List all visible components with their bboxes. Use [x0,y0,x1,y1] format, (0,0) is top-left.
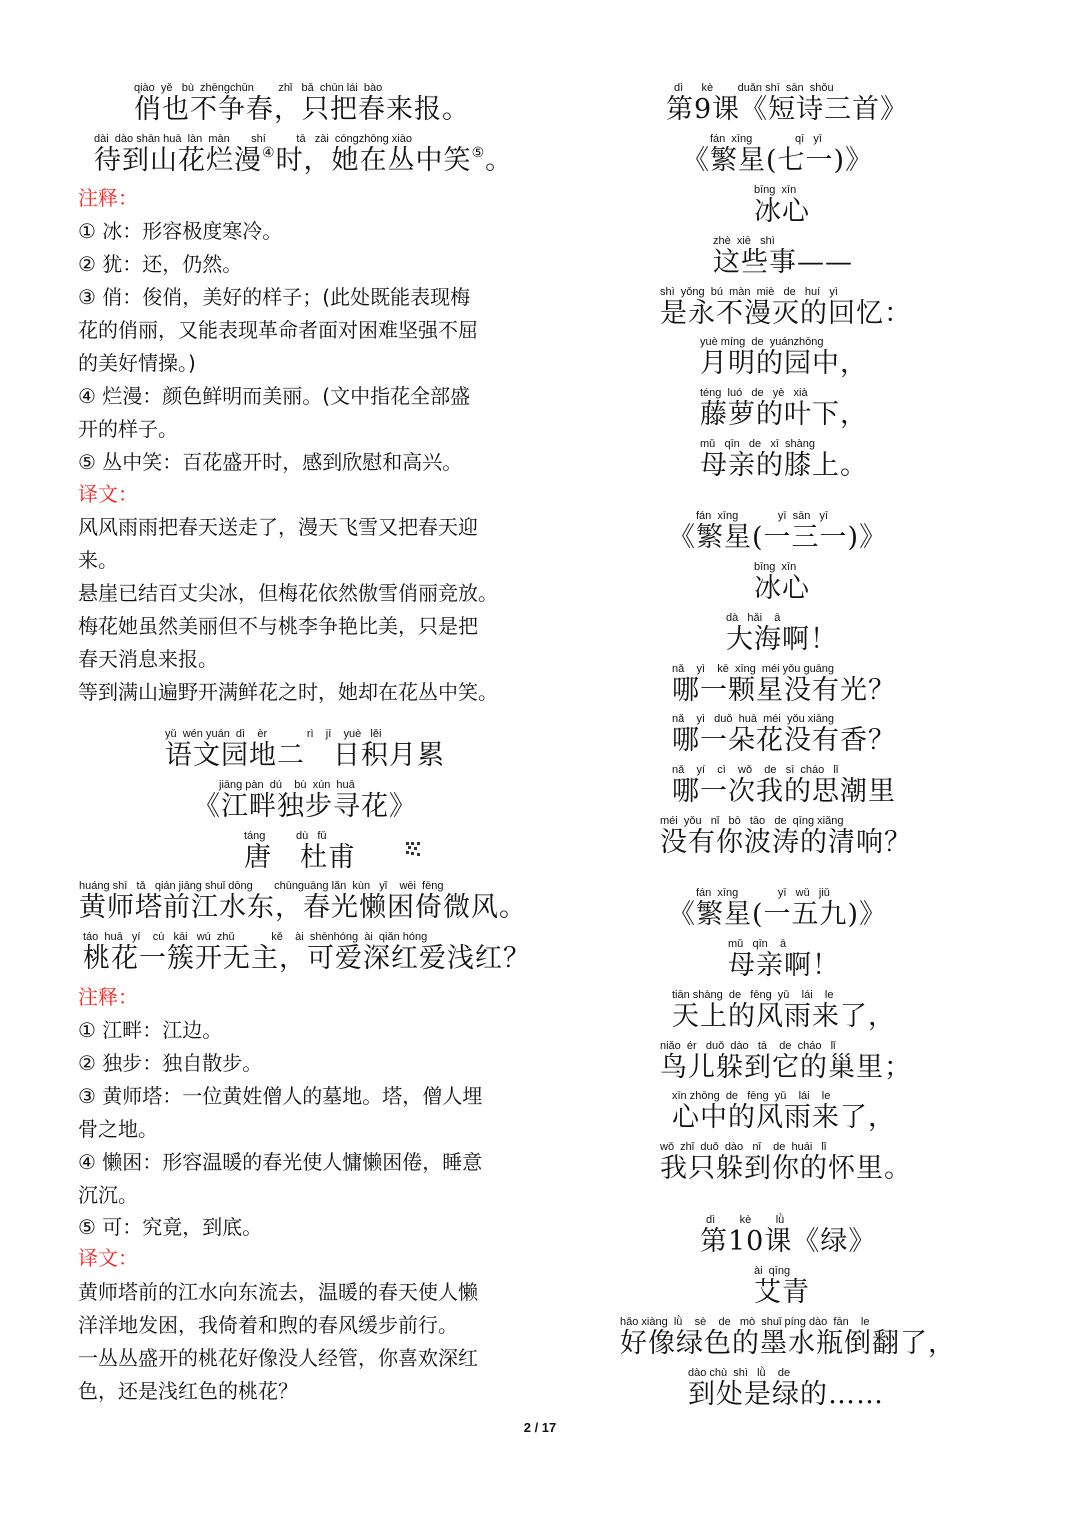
hanzi-text: 大海啊！ [726,624,838,655]
note-line: ① 冰：形容极度寒冷。 [78,219,283,243]
hanzi-text: 心中的风雨来了， [672,1102,896,1133]
pinyin-text: mǔ qīn ā [728,938,787,950]
pinyin-line [700,336,868,379]
pinyin-text: táo huā yí cù kāi wú zhǔ kě ài shēnhóng ài qiǎn hóng [83,931,428,943]
pinyin-line [94,133,513,176]
hanzi-text: 藤萝的叶下， [700,399,868,430]
pinyin-text: yǔ wén yuán dì èr rì jī yuè lěi [165,728,382,740]
pinyin-line [700,387,868,430]
pinyin-line [660,815,912,858]
pinyin-text: wǒ zhǐ duǒ dào nǐ de huái lǐ [660,1141,827,1153]
hanzi-text: 艾青 [754,1277,810,1308]
pinyin-text: bīng xīn [754,561,797,573]
hanzi-text: 哪一颗星没有光？ [672,675,896,706]
hanzi-text: 第9课《短诗三首》 [666,94,909,125]
translation-line: 一丛丛盛开的桃花好像没人经管，你喜欢深红 [78,1346,478,1370]
footnote-mark: ④ [262,145,276,161]
poem-author [754,184,810,227]
pinyin-text: fán xīng yī sān yī [696,510,829,522]
poem-author [754,561,810,604]
note-line: 开的样子。 [78,417,178,441]
pinyin-line [79,880,527,923]
poem-title [668,887,887,930]
page-number: 2 / 17 [523,1420,557,1435]
translation-line: 洋洋地发困，我倚着和煦的春风缓步前行。 [78,1313,458,1337]
translation-line: 黄师塔前的江水向东流去，温暖的春天使人懒 [78,1280,478,1304]
note-line: ② 独步：独自散步。 [78,1051,263,1075]
pinyin-line [726,612,838,655]
hanzi-text: 唐 杜甫 [244,842,356,873]
section-title [165,728,445,771]
note-line: ③ 俏：俊俏，美好的样子；(此处既能表现梅 [78,285,471,309]
hanzi-text: 哪一朵花没有香？ [672,725,896,756]
hanzi-text: 没有你波涛的清响？ [660,827,912,858]
pinyin-text: mǔ qīn de xī shàng [700,438,815,450]
pinyin-line [660,1141,912,1184]
pinyin-text: fán xīng qī yī [710,133,822,145]
translation-line: 梅花她虽然美丽但不与桃李争艳比美，只是把 [78,614,478,638]
hanzi-text: 俏也不争春，只把春来报。 [134,94,470,125]
hanzi-text: 好像绿色的墨水瓶倒翻了， [620,1328,956,1359]
note-line: 沉沉。 [78,1183,138,1207]
hanzi-text: 《繁星(一五九)》 [668,899,888,930]
lesson-title [700,1214,876,1257]
hanzi-text: 天上的风雨来了， [672,1001,896,1032]
hanzi-text: 哪一次我的思潮里 [672,776,896,807]
hanzi-text: 母亲的膝上。 [700,450,868,481]
pinyin-text: dài dào shān huā làn màn shí tā zài cóngzhōng xiào [94,133,412,145]
footnote-mark: ⑤ [471,145,486,161]
hanzi-text: 《江畔独步寻花》 [193,791,417,822]
pinyin-text: bīng xīn [754,184,797,196]
translation-line: 悬崖已结百丈尖冰，但梅花依然傲雪俏丽竞放。 [78,581,498,605]
hanzi-text: 鸟儿躲到它的巢里； [660,1052,912,1083]
pinyin-text: zhè xiē shì [713,235,775,247]
note-line: ② 犹：还，仍然。 [78,252,243,276]
pinyin-line [672,663,896,706]
hanzi-text: 这些事—— [713,247,853,278]
pinyin-text: huáng shī tǎ qián jiāng shuǐ dōng chūnguāng lǎn kùn yǐ wēi fēng [79,880,444,892]
hanzi-text: 第10课《绿》 [700,1226,877,1257]
qr-code-icon [406,842,420,856]
note-line: ④ 懒困：形容温暖的春光使人慵懒困倦，睡意 [78,1150,483,1174]
note-line: 花的俏丽，又能表现革命者面对困难坚强不屈 [78,318,478,342]
pinyin-line [660,286,912,329]
note-line: ⑤ 丛中笑：百花盛开时，感到欣慰和高兴。 [78,450,463,474]
poem-author [754,1265,810,1308]
hanzi-text: 是永不漫灭的回忆： [660,298,912,329]
hanzi-text: 冰心 [754,573,810,604]
pinyin-line [83,931,531,974]
pinyin-text: shì yǒng bú màn miè de huí yì [660,286,838,298]
pinyin-text: dà hǎi ā [726,612,781,624]
hanzi-text [94,146,513,176]
pinyin-text: yuè míng de yuánzhōng [700,336,824,348]
hanzi-text: 桃花一簇开无主，可爱深红爱浅红？ [83,943,531,974]
pinyin-line [672,713,896,756]
translation-line: 色，还是浅红色的桃花？ [78,1379,298,1403]
pinyin-text: hǎo xiàng lǜ sè de mò shuǐ píng dào fān le [620,1316,870,1328]
poem-title [193,779,417,822]
hanzi-part: 。 [485,145,514,176]
pinyin-line [672,989,896,1032]
pinyin-text: fán xīng yī wǔ jiǔ [696,887,830,899]
note-line: 的美好情操。) [78,351,196,375]
hanzi-text: 月明的园中， [700,348,868,379]
note-line: 骨之地。 [78,1117,158,1141]
hanzi-text: 《繁星(七一)》 [682,145,874,176]
pinyin-line [660,1040,912,1083]
poem-title [682,133,873,176]
hanzi-part: 时，她在丛中笑 [275,145,472,176]
pinyin-text: táng dù fǔ [244,830,327,842]
note-line: ③ 黄师塔：一位黄姓僧人的墓地。塔，僧人埋 [78,1084,483,1108]
notes-label: 注释： [78,985,138,1009]
note-line: ④ 烂漫：颜色鲜明而美丽。(文中指花全部盛 [78,384,471,408]
note-line: ⑤ 可：究竟，到底。 [78,1215,263,1239]
notes-label: 注释： [78,186,138,210]
pinyin-line [700,438,868,481]
pinyin-text: xīn zhōng de fēng yǔ lái le [672,1090,831,1102]
poem-title [668,510,887,553]
hanzi-text: 语文园地二 日积月累 [165,740,445,771]
pinyin-line [688,1367,884,1410]
pinyin-line [672,764,896,807]
pinyin-text: nǎ yì duǒ huā méi yǒu xiāng [672,713,835,725]
hanzi-text: 我只躲到你的怀里。 [660,1153,912,1184]
pinyin-line [620,1316,956,1359]
translation-label: 译文： [78,1246,138,1270]
translation-label: 译文： [78,482,138,506]
translation-line: 春天消息来报。 [78,647,218,671]
hanzi-text: 《繁星(一三一)》 [668,522,888,553]
pinyin-line [134,82,470,125]
pinyin-line [728,938,840,981]
hanzi-text: 到处是绿的…… [688,1379,884,1410]
hanzi-text: 母亲啊！ [728,950,840,981]
pinyin-text: niǎo ér duǒ dào tā de cháo lǐ [660,1040,836,1052]
pinyin-text: jiāng pàn dú bù xún huā [219,779,355,791]
pinyin-text: dào chù shì lǜ de [688,1367,791,1379]
pinyin-text: dì kè duǎn shī sān shǒu [674,82,834,94]
pinyin-text: qiào yě bù zhēngchūn zhǐ bǎ chūn lái bào [134,82,383,94]
hanzi-text: 黄师塔前江水东，春光懒困倚微风。 [79,892,527,923]
pinyin-text: méi yǒu nǐ bō tāo de qīng xiǎng [660,815,844,827]
translation-line: 来。 [78,548,118,572]
hanzi-text: 冰心 [754,196,810,227]
pinyin-text: tiān shàng de fēng yǔ lái le [672,989,834,1001]
translation-line: 等到满山遍野开满鲜花之时，她却在花丛中笑。 [78,680,498,704]
translation-line: 风风雨雨把春天送走了，漫天飞雪又把春天迎 [78,515,478,539]
pinyin-text: nǎ yí cì wǒ de sī cháo lǐ [672,764,839,776]
pinyin-line [672,1090,896,1133]
pinyin-line [713,235,853,278]
pinyin-text: téng luó de yè xià [700,387,808,399]
poem-author [244,830,356,873]
hanzi-part: 待到山花烂漫 [94,145,262,176]
pinyin-text: ài qīng [754,1265,791,1277]
pinyin-text: dì kè lǜ [706,1214,785,1226]
pinyin-text: nǎ yì kē xīng méi yǒu guāng [672,663,835,675]
lesson-title [666,82,908,125]
note-line: ① 江畔：江边。 [78,1018,223,1042]
